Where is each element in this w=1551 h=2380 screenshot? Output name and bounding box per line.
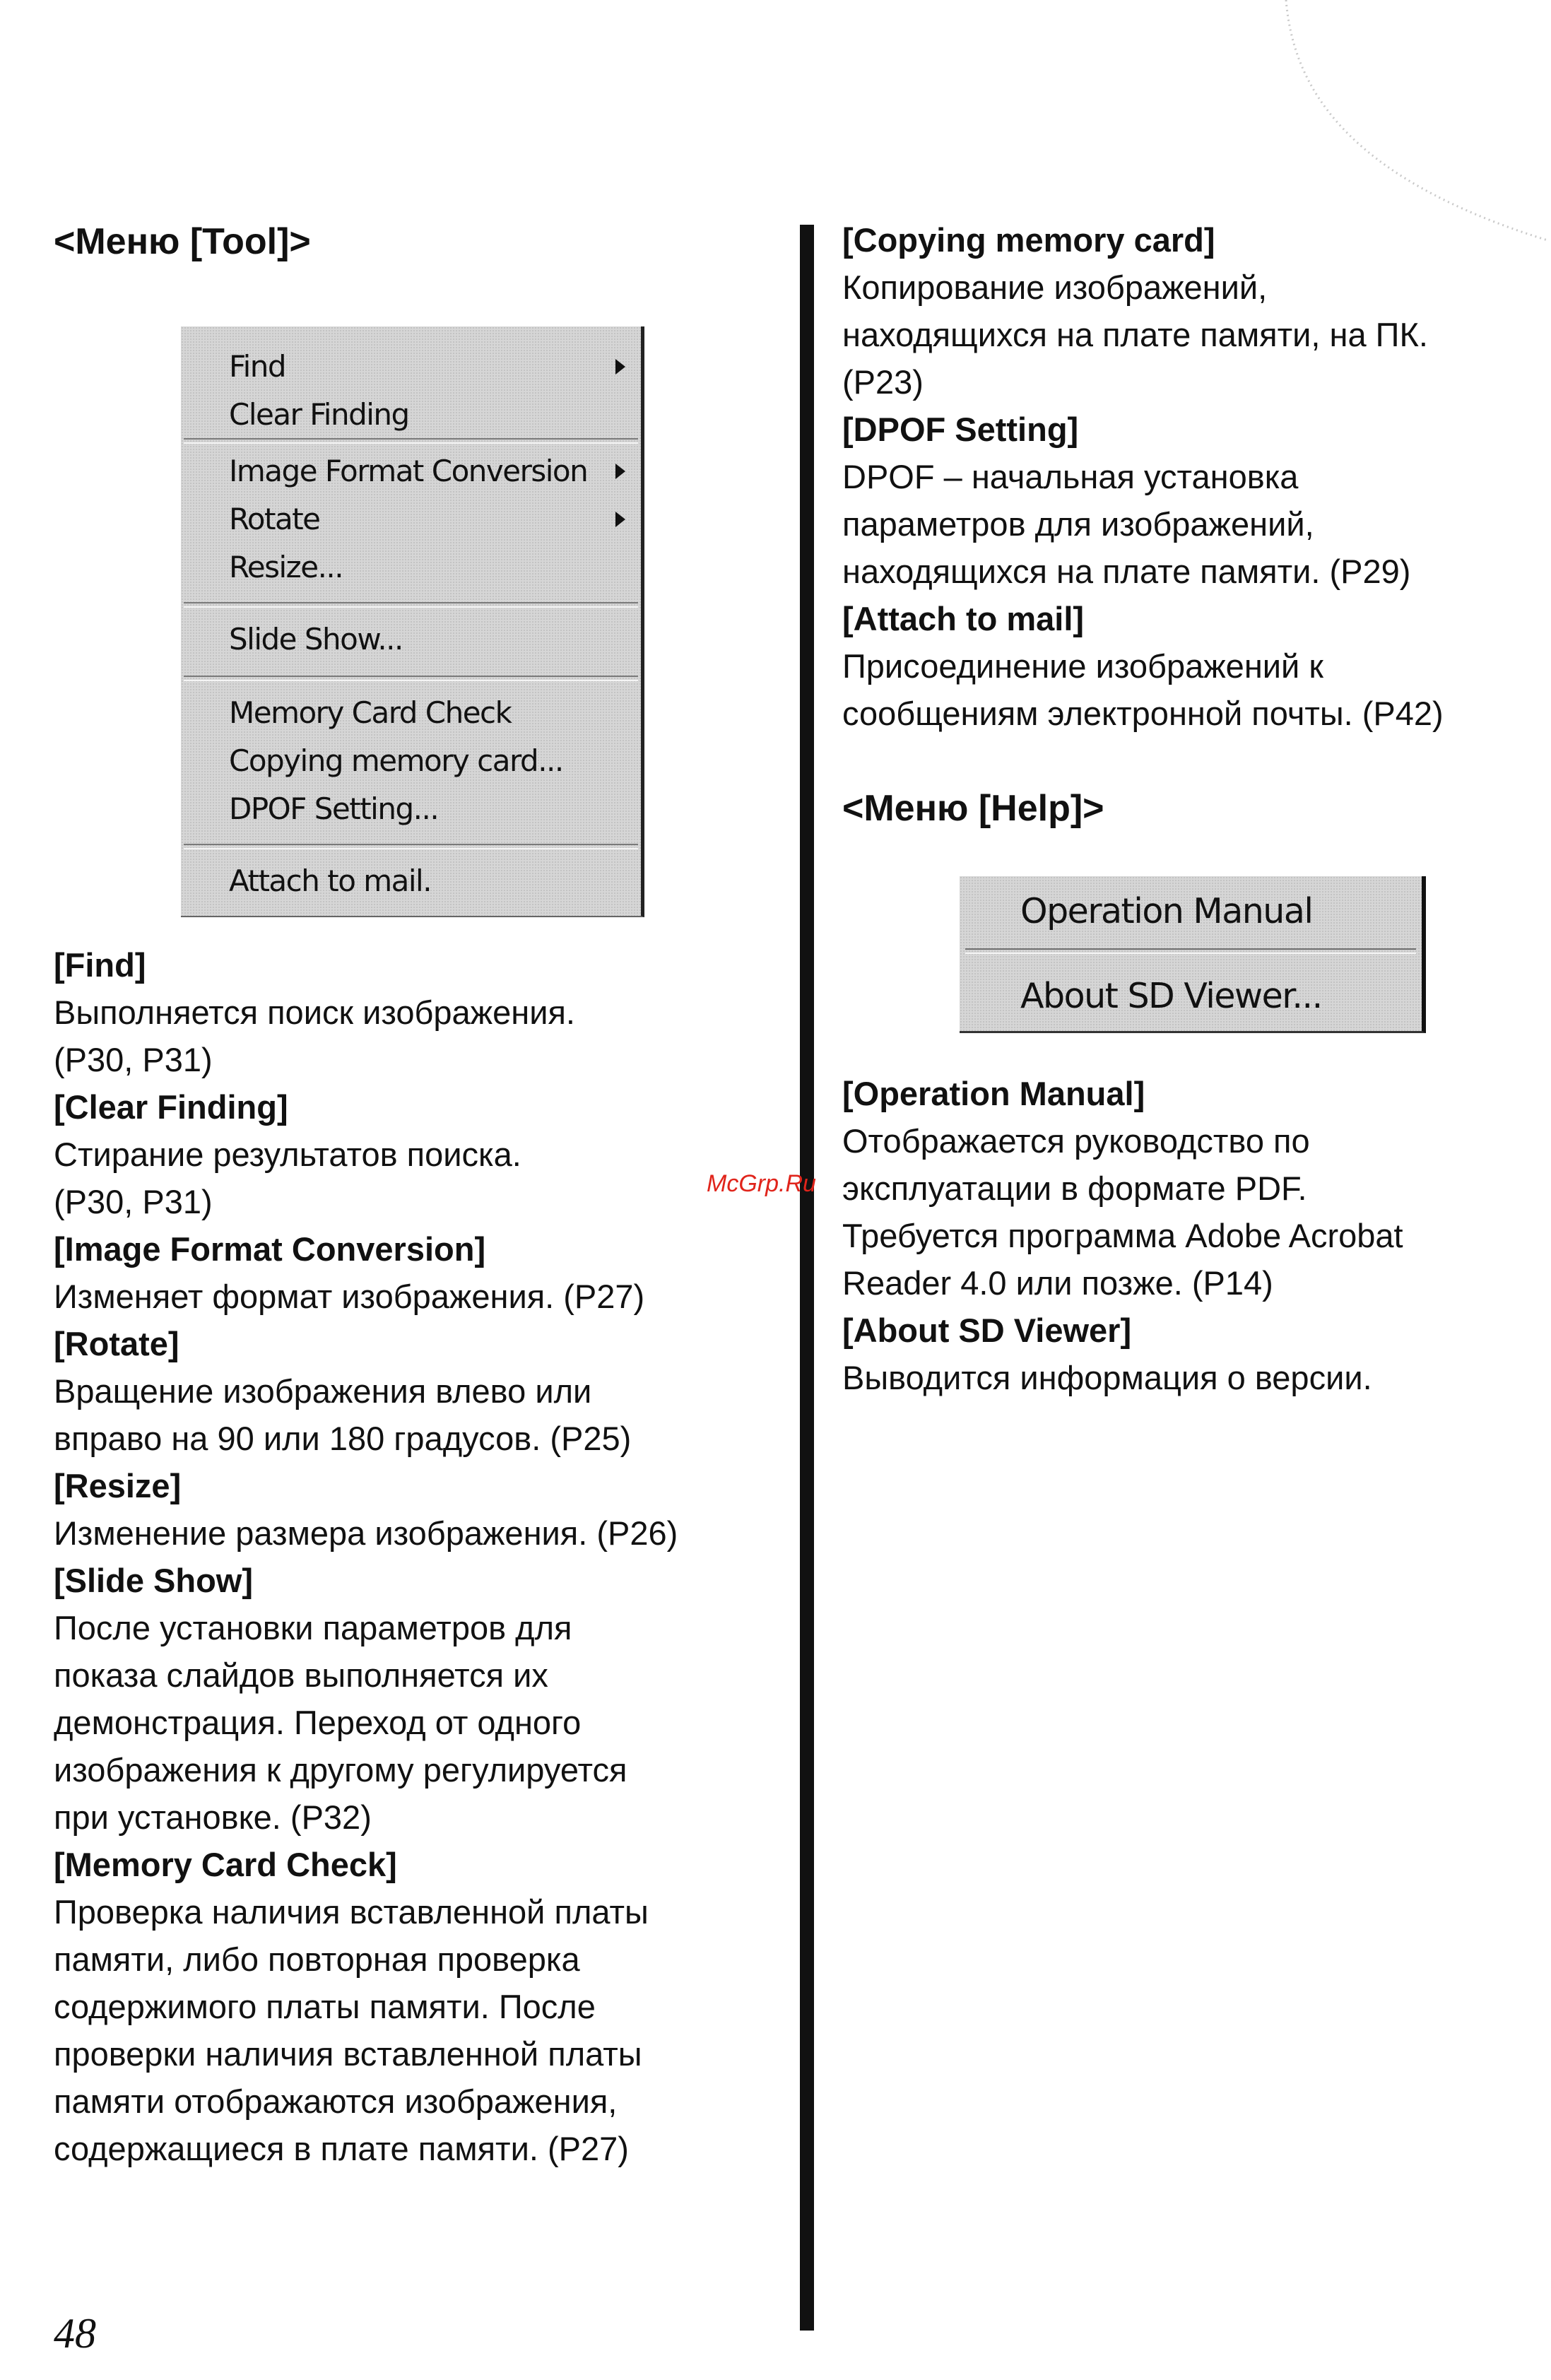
- entry-title: [Find]: [54, 946, 146, 984]
- menu-item-label: Copying memory card...: [229, 743, 563, 778]
- menu-entry: [842, 406, 1535, 595]
- menu-item-image-format-conversion[interactable]: [229, 454, 587, 489]
- entry-description: Вращение изображения влево или вправо на 90 или 180 градусов. (P25): [54, 1372, 632, 1457]
- page-number: 48: [54, 2310, 96, 2357]
- entry-description: После установки параметров для показа слайдов выполняется их демонстрация. Переход от одного изображения к другому регулируется при установке. (P32): [54, 1609, 627, 1836]
- menu-item-label: Operation Manual: [1020, 891, 1313, 931]
- entry-title: [Operation Manual]: [842, 1075, 1145, 1112]
- menu-item-resize[interactable]: [229, 550, 343, 585]
- entry-description: Копирование изображений, находящихся на плате памяти, на ПК. (P23): [842, 269, 1428, 401]
- watermark: McGrp.Ru: [707, 1170, 816, 1197]
- menu-separator: [184, 676, 638, 681]
- menu-entry: [54, 1225, 774, 1320]
- menu-item-label: Image Format Conversion: [229, 454, 588, 488]
- menu-entry: [842, 216, 1535, 406]
- menu-entry: [842, 1307, 1535, 1401]
- entry-description: Присоединение изображений к сообщениям электронной почты. (P42): [842, 647, 1444, 732]
- menu-item-find[interactable]: [229, 349, 285, 384]
- menu-item-attach-to-mail[interactable]: [229, 864, 431, 899]
- menu-item-label: Memory Card Check: [229, 695, 512, 730]
- menu-separator: [184, 602, 638, 608]
- menu-item-label: About SD Viewer...: [1020, 976, 1322, 1016]
- menu-item-label: Find: [229, 349, 286, 384]
- menu-item-label: Attach to mail.: [229, 864, 432, 898]
- tool-menu-heading: <Меню [Tool]>: [54, 221, 311, 262]
- entry-title: [Clear Finding]: [54, 1088, 288, 1126]
- entry-description: Стирание результатов поиска. (P30, P31): [54, 1136, 521, 1220]
- menu-entry: [54, 1841, 774, 2172]
- menu-separator: [184, 438, 638, 444]
- entry-title: [About SD Viewer]: [842, 1312, 1132, 1349]
- column-divider: [800, 225, 814, 2331]
- menu-item-label: Slide Show...: [229, 622, 403, 656]
- entry-title: [DPOF Setting]: [842, 411, 1079, 448]
- menu-item-label: Resize...: [229, 550, 343, 584]
- menu-item-label: DPOF Setting...: [229, 791, 439, 826]
- menu-entry: [54, 1462, 774, 1557]
- menu-separator: [965, 948, 1416, 954]
- entry-title: [Copying memory card]: [842, 221, 1215, 259]
- menu-entry: [54, 941, 774, 1083]
- menu-item-memory-card-check[interactable]: [229, 695, 511, 731]
- menu-entry: [54, 1083, 774, 1225]
- entry-title: [Attach to mail]: [842, 600, 1085, 637]
- menu-item-dpof-setting[interactable]: [229, 791, 438, 827]
- help-menu-entries: [842, 1070, 1535, 1401]
- menu-item-about-sd-viewer[interactable]: [1020, 975, 1322, 1018]
- tool-menu-entries: [54, 941, 774, 2172]
- menu-item-clear-finding[interactable]: [229, 397, 409, 432]
- menu-entry: [54, 1320, 774, 1462]
- tool-menu-entries-continued: [842, 216, 1535, 737]
- help-menu-heading: <Меню [Help]>: [842, 788, 1104, 829]
- menu-item-label: Rotate: [229, 502, 320, 536]
- entry-title: [Memory Card Check]: [54, 1846, 397, 1883]
- entry-title: [Rotate]: [54, 1325, 179, 1362]
- entry-description: Отображается руководство по эксплуатации в формате PDF. Требуется программа Adobe Acrobat Reader 4.0 или позже. (P14): [842, 1122, 1403, 1302]
- menu-entry: [842, 595, 1535, 737]
- entry-title: [Resize]: [54, 1467, 182, 1504]
- menu-entry: [842, 1070, 1535, 1307]
- menu-item-operation-manual[interactable]: [1020, 890, 1312, 933]
- submenu-arrow-icon: [615, 359, 625, 375]
- entry-description: Изменение размера изображения. (P26): [54, 1514, 678, 1552]
- menu-entry: [54, 1557, 774, 1841]
- entry-title: [Image Format Conversion]: [54, 1230, 486, 1268]
- submenu-arrow-icon: [615, 464, 625, 479]
- entry-description: Проверка наличия вставленной платы памяти, либо повторная проверка содержимого платы памяти. После проверки наличия вставленной платы памяти отображаются изображения, содержащиеся в плате памяти. (P27): [54, 1893, 649, 2167]
- tool-menu-screenshot: [181, 326, 644, 917]
- help-menu-screenshot: [960, 876, 1426, 1033]
- entry-description: DPOF – начальная установка параметров для изображений, находящихся на плате памяти. (P29): [842, 458, 1411, 590]
- menu-separator: [184, 844, 638, 849]
- menu-item-label: Clear Finding: [229, 397, 409, 432]
- entry-description: Изменяет формат изображения. (P27): [54, 1278, 645, 1315]
- entry-description: Выполняется поиск изображения. (P30, P31): [54, 994, 575, 1078]
- entry-description: Выводится информация о версии.: [842, 1359, 1372, 1396]
- menu-item-slide-show[interactable]: [229, 622, 403, 657]
- entry-title: [Slide Show]: [54, 1562, 253, 1599]
- menu-item-copying-memory-card[interactable]: [229, 743, 563, 779]
- submenu-arrow-icon: [615, 512, 625, 527]
- menu-item-rotate[interactable]: [229, 502, 320, 537]
